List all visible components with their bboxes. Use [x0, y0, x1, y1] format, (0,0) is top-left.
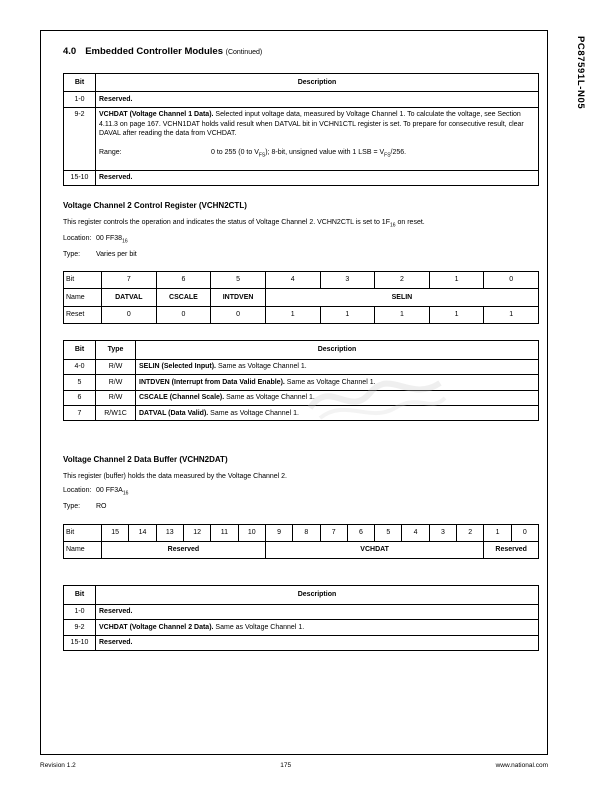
reset-value: 0	[156, 306, 211, 323]
table-row	[64, 604, 539, 619]
location-value: 00 FF3A	[96, 487, 123, 495]
range-label: Range:	[99, 148, 122, 156]
part-number-sidebar: PC87591L-N05	[575, 36, 586, 110]
range-text: 0 to 255 (0 to V	[211, 148, 259, 156]
bit-cell: 4-0	[64, 359, 96, 374]
field-name: Reserved.	[99, 95, 133, 103]
location-line	[63, 234, 539, 245]
row-label: Name	[64, 541, 102, 558]
field-text: Same as Voltage Channel 1.	[284, 378, 376, 386]
reset-value: 1	[484, 306, 539, 323]
bit-cell: 6	[64, 390, 96, 405]
bit-number: 4	[265, 271, 320, 288]
field-name: INTDVEN (Interrupt from Data Valid Enable).	[139, 378, 285, 386]
bit-number: 10	[238, 524, 265, 541]
bit-cell: 9-2	[64, 107, 96, 170]
bit-number: 15	[102, 524, 129, 541]
description-cell	[96, 604, 539, 619]
subscript: 16	[389, 222, 396, 229]
description-cell	[96, 620, 539, 635]
row-label: Bit	[64, 524, 102, 541]
field-name-cell: CSCALE	[156, 289, 211, 306]
field-text: Selected input voltage data, measured by Voltage Channel 1. To calculate the voltage, see Section 4.11.3 on page 167. VCHN1DAT holds valid result when DATVAL bit in VCHN1CTL register is set. To prepare for consecutive result, clear DAVAL after reading the data from VCHDAT.	[99, 111, 524, 138]
reset-value: 1	[375, 306, 430, 323]
subscript: FS	[384, 152, 391, 159]
page-frame	[40, 30, 548, 755]
location-line	[63, 486, 539, 497]
range-line	[99, 148, 535, 159]
type-label: Type:	[63, 250, 81, 258]
revision-label: Revision 1.2	[40, 762, 76, 769]
type-cell: R/W1C	[96, 406, 136, 421]
bit-cell: 1-0	[64, 92, 96, 107]
location-label: Location:	[63, 234, 92, 242]
description-cell	[96, 107, 539, 170]
bit-number: 1	[484, 524, 511, 541]
type-line	[63, 502, 539, 511]
type-value: Varies per bit	[96, 250, 137, 258]
description-cell	[96, 170, 539, 185]
bit-number: 6	[156, 271, 211, 288]
type-column-header: Type	[96, 341, 136, 359]
type-line	[63, 250, 539, 259]
range-value	[211, 148, 407, 159]
field-name-cell: INTDVEN	[211, 289, 266, 306]
range-text: ); 8-bit, unsigned value with 1 LSB = V	[265, 148, 385, 156]
bit-number: 14	[129, 524, 156, 541]
bit-cell: 9-2	[64, 620, 96, 635]
section-title-text: Embedded Controller Modules	[85, 46, 223, 57]
continued-note: (Continued)	[225, 49, 263, 56]
bit-number: 0	[511, 524, 538, 541]
page-footer	[40, 762, 548, 769]
bit-number: 1	[429, 271, 484, 288]
vchn2dat-intro: This register (buffer) holds the data measured by the Voltage Channel 2.	[63, 473, 288, 481]
bit-number: 3	[429, 524, 456, 541]
table-row	[64, 620, 539, 635]
bit-number: 3	[320, 271, 375, 288]
field-description	[99, 110, 535, 138]
bit-cell: 15-10	[64, 635, 96, 650]
bit-number: 11	[211, 524, 238, 541]
vchn2ctl-register-table	[63, 271, 539, 324]
description-column-header: Description	[96, 586, 539, 604]
section-number: 4.0	[63, 46, 77, 57]
field-text: Same as Voltage Channel 1.	[213, 623, 305, 631]
register-name-row	[64, 289, 539, 306]
description-cell	[136, 390, 539, 405]
bit-number: 8	[293, 524, 320, 541]
row-label: Name	[64, 289, 102, 306]
bit-number: 4	[402, 524, 429, 541]
reset-value: 1	[265, 306, 320, 323]
description-column-header: Description	[96, 74, 539, 92]
type-cell: R/W	[96, 390, 136, 405]
field-name-cell: DATVAL	[102, 289, 157, 306]
subscript: FS	[258, 152, 266, 159]
vchn1dat-description-table	[63, 73, 539, 186]
vchn2dat-description-table	[63, 585, 539, 651]
reset-value: 1	[320, 306, 375, 323]
type-cell: R/W	[96, 375, 136, 390]
type-value: RO	[96, 503, 107, 511]
field-name: VCHDAT (Voltage Channel 2 Data).	[99, 623, 214, 631]
table-header-row	[64, 586, 539, 604]
register-reset-row	[64, 306, 539, 323]
vchn2ctl-heading: Voltage Channel 2 Control Register (VCHN2CTL)	[63, 201, 247, 211]
field-text: Same as Voltage Channel 1.	[224, 394, 315, 402]
bit-number: 2	[457, 524, 484, 541]
field-text: Same as Voltage Channel 1.	[216, 363, 307, 371]
field-name: DATVAL (Data Valid).	[139, 409, 209, 417]
location-label: Location:	[63, 487, 92, 495]
table-header-row	[64, 341, 539, 359]
bit-number: 0	[484, 271, 539, 288]
field-name: SELIN (Selected Input).	[139, 363, 217, 371]
description-column-header: Description	[136, 341, 539, 359]
field-name-cell: Reserved	[484, 541, 539, 558]
table-row	[64, 406, 539, 421]
register-name-row	[64, 541, 539, 558]
range-text: /256.	[390, 148, 407, 156]
intro-text: on reset.	[395, 219, 425, 227]
location-value: 00 FF38	[96, 234, 123, 242]
subscript: 16	[122, 238, 128, 245]
bit-cell: 5	[64, 375, 96, 390]
subscript: 16	[122, 490, 129, 497]
field-name: VCHDAT (Voltage Channel 1 Data).	[99, 111, 214, 119]
type-cell: R/W	[96, 359, 136, 374]
field-name: Reserved.	[99, 608, 133, 616]
bit-number: 9	[265, 524, 292, 541]
register-bit-row	[64, 271, 539, 288]
bit-number: 13	[156, 524, 183, 541]
section-title	[63, 46, 539, 57]
vchn2ctl-description-table	[63, 340, 539, 421]
table-row	[64, 359, 539, 374]
table-row	[64, 390, 539, 405]
reset-value: 0	[102, 306, 157, 323]
reset-value: 0	[211, 306, 266, 323]
description-cell	[136, 375, 539, 390]
table-row	[64, 375, 539, 390]
table-row	[64, 92, 539, 107]
description-cell	[136, 406, 539, 421]
bit-number: 6	[347, 524, 374, 541]
bit-number: 7	[320, 524, 347, 541]
row-label: Reset	[64, 306, 102, 323]
bit-cell: 7	[64, 406, 96, 421]
bit-number: 2	[375, 271, 430, 288]
row-label: Bit	[64, 271, 102, 288]
type-label: Type:	[63, 503, 81, 511]
field-name-cell: Reserved	[102, 541, 266, 558]
table-row	[64, 107, 539, 170]
table-header-row	[64, 74, 539, 92]
field-name: Reserved.	[99, 174, 133, 182]
table-row	[64, 170, 539, 185]
intro-text: This register controls the operation and indicates the status of Voltage Channel 2. VCHN2CTL is set to 1F	[63, 219, 390, 227]
vchn2dat-register-table	[63, 524, 539, 560]
bit-number: 12	[183, 524, 210, 541]
field-text: Same as Voltage Channel 1.	[208, 409, 299, 417]
website-link: www.national.com	[495, 762, 548, 769]
field-name: CSCALE (Channel Scale).	[139, 394, 225, 402]
description-cell	[136, 359, 539, 374]
field-name-cell: VCHDAT	[265, 541, 484, 558]
bit-column-header: Bit	[64, 341, 96, 359]
bit-number: 5	[211, 271, 266, 288]
field-name: Reserved.	[99, 639, 133, 647]
description-cell	[96, 635, 539, 650]
bit-number: 5	[375, 524, 402, 541]
field-name-cell: SELIN	[265, 289, 538, 306]
bit-number: 7	[102, 271, 157, 288]
bit-cell: 1-0	[64, 604, 96, 619]
bit-cell: 15-10	[64, 170, 96, 185]
description-cell	[96, 92, 539, 107]
vchn2ctl-intro	[63, 218, 539, 229]
table-row	[64, 635, 539, 650]
page-number: 175	[280, 762, 292, 769]
bit-column-header: Bit	[64, 586, 96, 604]
register-bit-row	[64, 524, 539, 541]
vchn2dat-heading: Voltage Channel 2 Data Buffer (VCHN2DAT)	[63, 455, 228, 465]
bit-column-header: Bit	[64, 74, 96, 92]
reset-value: 1	[429, 306, 484, 323]
